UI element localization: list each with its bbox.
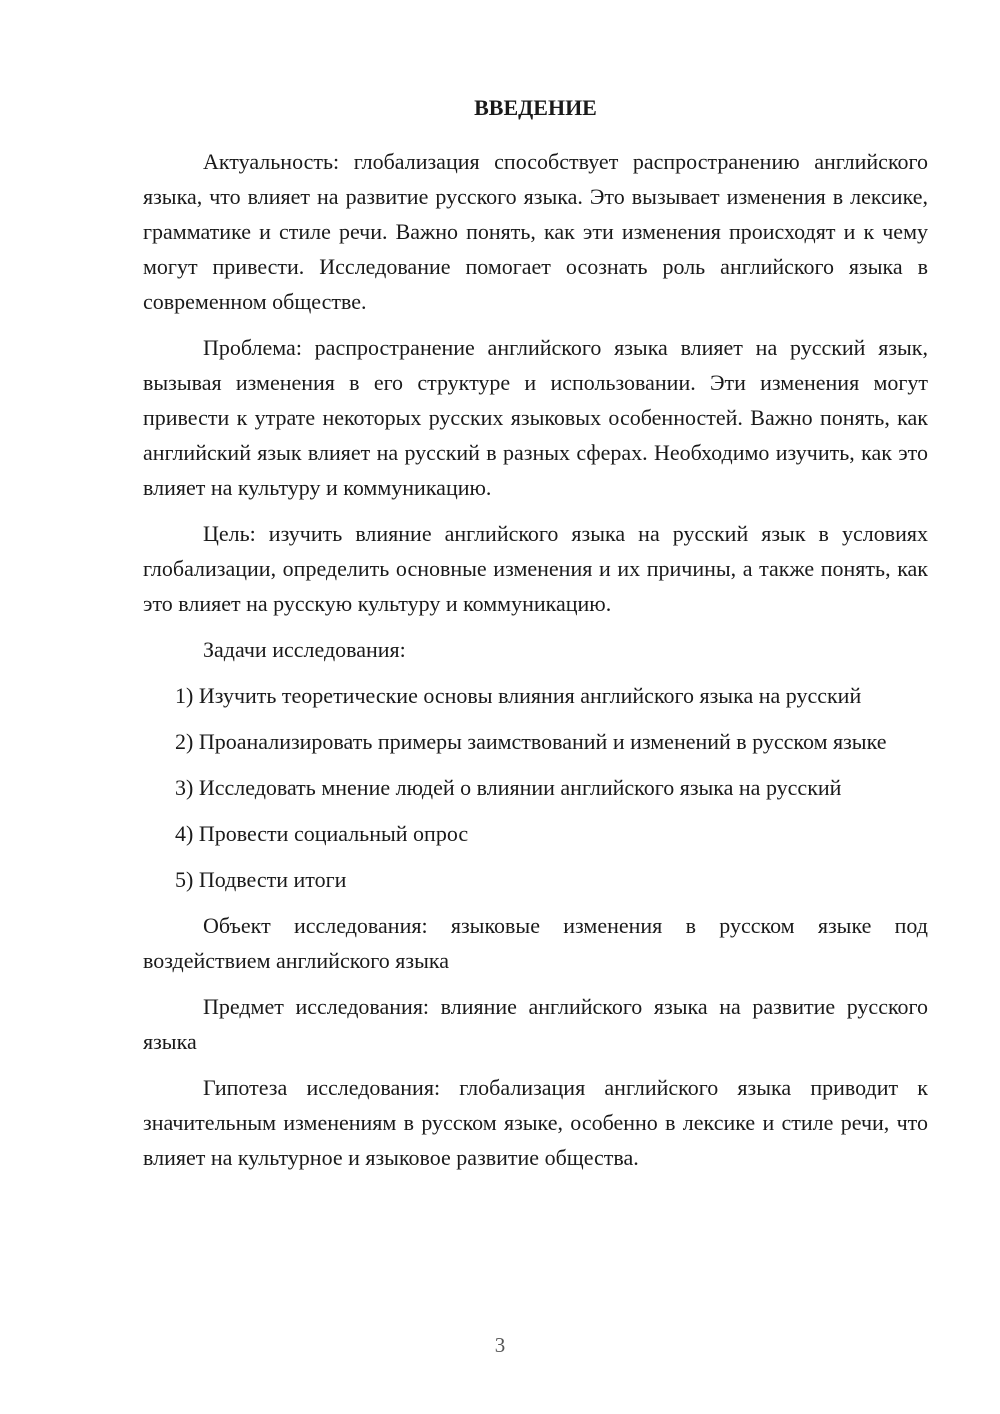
task-item-3: 3) Исследовать мнение людей о влиянии английского языка на русский xyxy=(175,775,842,800)
problem-paragraph: Проблема: распространение английского языка влияет на русский язык, вызывая изменения в его структуре и использовании. Эти изменения могут привести к утрате некоторых русских языковых особенностей. Важно понять, как английский язык влияет на русский в разных сферах. Необходимо изучить, как это влияет на культуру и коммуникацию. xyxy=(143,335,928,500)
tasks-heading: Задачи исследования: xyxy=(203,637,406,662)
subject-paragraph: Предмет исследования: влияние английского языка на развитие русского языка xyxy=(143,994,928,1054)
relevance-paragraph: Актуальность: глобализация способствует распространению английского языка, что влияет на развитие русского языка. Это вызывает изменения в лексике, грамматике и стиле речи. Важно понять, как эти изменения происходят и к чему могут привести. Исследование помогает осознать роль английского языка в современном обществе. xyxy=(143,149,928,314)
goal-paragraph: Цель: изучить влияние английского языка на русский язык в условиях глобализации, определить основные изменения и их причины, а также понять, как это влияет на русскую культуру и коммуникацию. xyxy=(143,521,928,616)
hypothesis-paragraph: Гипотеза исследования: глобализация английского языка приводит к значительным изменениям в русском языке, особенно в лексике и стиле речи, что влияет на культурное и языковое развитие общества. xyxy=(143,1075,928,1170)
task-item-2: 2) Проанализировать примеры заимствований и изменений в русском языке xyxy=(175,729,887,754)
task-item-5: 5) Подвести итоги xyxy=(175,867,347,892)
document-page xyxy=(143,92,928,1175)
task-item-4: 4) Провести социальный опрос xyxy=(175,821,469,846)
task-item-1: 1) Изучить теоретические основы влияния английского языка на русский xyxy=(175,683,862,708)
page-number: 3 xyxy=(494,1333,506,1357)
object-paragraph: Объект исследования: языковые изменения в русском языке под воздействием английского языка xyxy=(143,913,928,973)
section-heading: ВВЕДЕНИЕ xyxy=(474,95,597,120)
